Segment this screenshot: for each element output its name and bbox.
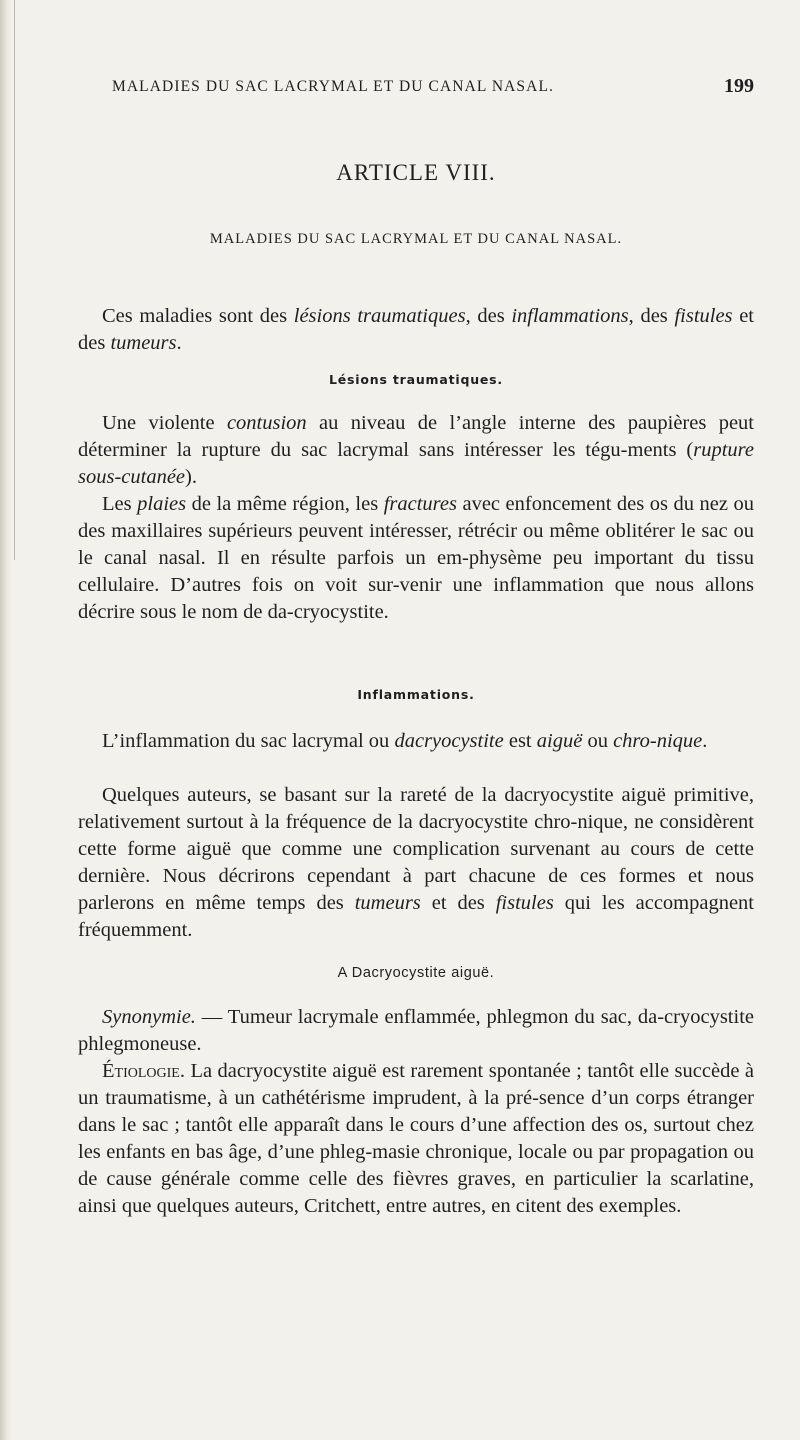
article-subtitle: MALADIES DU SAC LACRYMAL ET DU CANAL NASAL. [209, 231, 623, 247]
subsection-heading-a: A Dacryocystite aiguë. [337, 965, 495, 981]
etiologie-paragraph: Étiologie. La dacryocystite aiguë est rarement spontanée ; tantôt elle succède à un traumatisme, à un cathétérisme imprudent, à la pré-sence d’un corps étranger dans le sac ; tantôt elle apparaît dans le cours d’une affection des os, surtout chez les enfants en bas âge, d’une phleg-masie chronique, locale ou par propagation ou de cause générale comme celle des fièvres graves, en particulier la scarlatine, ainsi que quelques auteurs, Critchett, entre autres, en citent des exemples. [78, 1060, 754, 1217]
section-heading-lesions: Lésions traumatiques. [329, 372, 503, 387]
article-title: ARTICLE VIII. [336, 160, 496, 185]
running-head [78, 75, 754, 102]
running-head-title: MALADIES DU SAC LACRYMAL ET DU CANAL NASAL. [112, 78, 554, 95]
synonymie-paragraph: Synonymie. — Tumeur lacrymale enflammée, phlegmon du sac, da-cryocystite phlegmoneuse. [78, 1006, 754, 1055]
page-number: 199 [724, 75, 754, 97]
section-heading-inflammations: Inflammations. [357, 687, 475, 702]
lesions-paragraph-2: Les plaies de la même région, les fractures avec enfoncement des os du nez ou des maxillaires supérieurs peuvent intéresser, rétrécir ou même oblitérer le sac ou le canal nasal. Il en résulte parfois un em-physème peu important du tissu cellulaire. D’autres fois on voit sur-venir une inflammation que nous allons décrire sous le nom de da-cryocystite. [78, 493, 754, 623]
page-binding-edge [0, 0, 12, 1440]
inflammations-paragraph-1: L’inflammation du sac lacrymal ou dacryocystite est aiguë ou chro-nique. [102, 730, 708, 752]
intro-paragraph: Ces maladies sont des lésions traumatiques, des inflammations, des fistules et des tumeurs. [78, 305, 755, 354]
lesions-paragraph-1: Une violente contusion au niveau de l’angle interne des paupières peut déterminer la rupture du sac lacrymal sans intéresser les tégu-ments (rupture sous-cutanée). [78, 412, 754, 488]
inflammations-paragraph-2: Quelques auteurs, se basant sur la rareté de la dacryocystite aiguë primitive, relativement surtout à la fréquence de la dacryocystite chro-nique, ne considèrent cette forme aiguë que comme une complication survenant au cours de cette dernière. Nous décrirons cependant à part chacune de ces formes et nous parlerons en même temps des tumeurs et des fistules qui les accompagnent fréquemment. [78, 784, 755, 941]
page-binding-line [14, 0, 15, 560]
